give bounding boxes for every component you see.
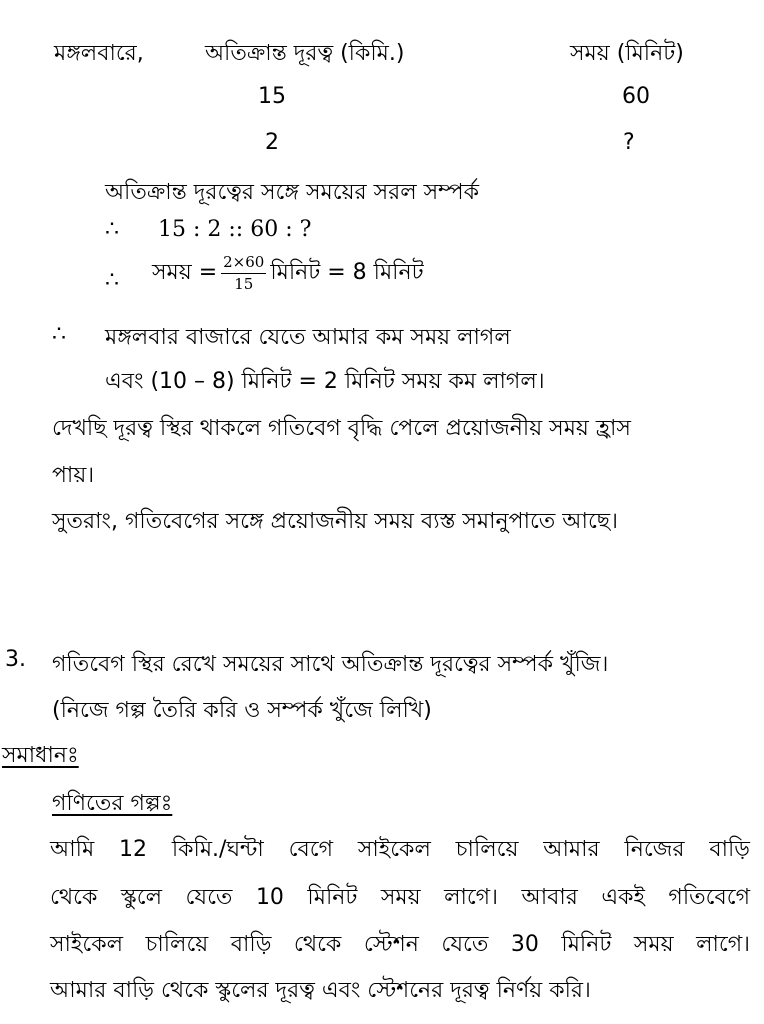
- row2-distance: 2: [265, 130, 279, 155]
- time-calc-result: মিনিট = 8 মিনিট: [270, 259, 424, 285]
- day-label: মঙ্গলবারে,: [54, 41, 144, 66]
- row1-distance: 15: [258, 84, 286, 109]
- conclusion-line1: মঙ্গলবার বাজারে যেতে আমার কম সময় লাগল: [105, 325, 511, 350]
- time-header: সময় (মিনিট): [570, 41, 684, 66]
- story-line: আমার বাড়ি থেকে স্কুলের দূরত্ব এবং স্টেশনের দূরত্ব নির্ণয় করি।: [50, 978, 591, 1003]
- time-calculation: [152, 254, 424, 292]
- observation-line1: দেখছি দূরত্ব স্থির থাকলে গতিবেগ বৃদ্ধি পেলে প্রয়োজনীয় সময় হ্রাস: [52, 416, 631, 441]
- question-number: 3.: [5, 647, 26, 672]
- observation-line2: পায়।: [52, 463, 95, 488]
- proportion: 15 : 2 :: 60 : ?: [158, 217, 312, 242]
- story-line: থেকে স্কুলে যেতে 10 মিনিট সময় লাগে। আবার একই গতিবেগে: [50, 885, 750, 910]
- summary-line: সুতরাং, গতিবেগের সঙ্গে প্রয়োজনীয় সময় ব্যস্ত সমানুপাতে আছে।: [52, 509, 619, 534]
- relation-line: অতিক্রান্ত দূরত্বের সঙ্গে সময়ের সরল সম্পর্ক: [105, 180, 480, 205]
- story-line: সাইকেল চালিয়ে বাড়ি থেকে স্টেশন যেতে 30 মিনিট সময় লাগে।: [50, 932, 750, 957]
- story-heading: গণিতের গল্পঃ: [52, 791, 173, 816]
- fraction-denominator: 15: [234, 274, 254, 293]
- time-calc-label: সময় =: [152, 259, 218, 285]
- question-line2: (নিজে গল্প তৈরি করি ও সম্পর্ক খুঁজে লিখি): [52, 698, 432, 723]
- row2-time: ?: [623, 130, 635, 155]
- fraction-numerator: 2×60: [221, 254, 266, 274]
- story-line: আমি 12 কিমি./ঘন্টা বেগে সাইকেল চালিয়ে আমার নিজের বাড়ি: [50, 837, 750, 862]
- distance-header: অতিক্রান্ত দূরত্ব (কিমি.): [205, 41, 405, 66]
- row1-time: 60: [622, 84, 650, 109]
- solution-heading: সমাধানঃ: [2, 743, 79, 768]
- question-line1: গতিবেগ স্থির রেখে সময়ের সাথে অতিক্রান্ত দূরত্বের সম্পর্ক খুঁজি।: [52, 652, 609, 677]
- time-fraction: [221, 254, 266, 292]
- conclusion-line2: এবং (10 – 8) মিনিট = 2 মিনিট সময় কম লাগল।: [105, 369, 545, 394]
- therefore-symbol: ∴: [105, 268, 119, 293]
- therefore-symbol: ∴: [52, 322, 66, 347]
- therefore-symbol: ∴: [105, 217, 119, 242]
